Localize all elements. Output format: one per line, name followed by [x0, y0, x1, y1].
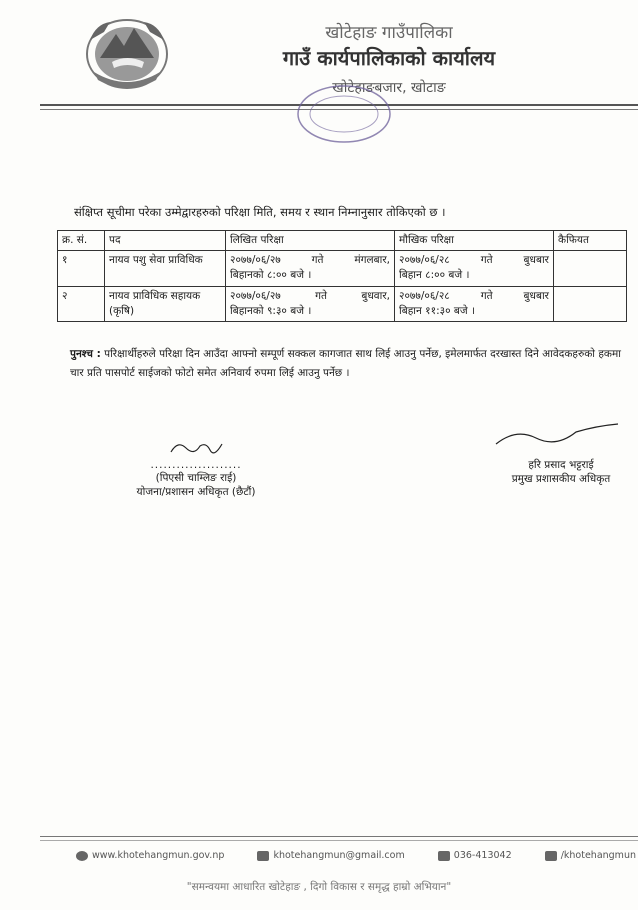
- written-time: बिहानको ९:३० बजे ।: [230, 304, 312, 317]
- signature-right: [486, 418, 636, 486]
- slogan: "समन्वयमा आधारित खोटेहाङ , दिगो विकास र समृद्ध हाम्रो अभियान": [186, 881, 452, 893]
- notice-text: संक्षिप्त सूचीमा परेका उम्मेद्वारहरुको परिक्षा मिति, समय र स्थान निम्नानुसार तोकिएको छ ।: [74, 205, 446, 219]
- header-written-exam: लिखित परिक्षा: [226, 231, 395, 251]
- oral-date: २०७७/०६/२८: [399, 289, 450, 302]
- signatory-title: योजना/प्रशासन अधिकृत (छैटौं): [136, 486, 256, 498]
- cell-post: नायव पशु सेवा प्राविधिक: [105, 251, 226, 286]
- table-row: [58, 251, 627, 286]
- postscript-text: परिक्षार्थीहरुले परिक्षा दिन आउँदा आफ्नो सम्पूर्ण सक्कल कागजात साथ लिई आउनु पर्नेछ, इमेलमार्फत दरखास्त दिने आवेदकहरुको हकमा चार प्रति पासपोर्ट साईजको फोटो समेत अनिवार्य रुपमा लिई आउनु पर्नेछ ।: [70, 348, 621, 379]
- cell-sn: २: [58, 286, 105, 321]
- footer-divider: [40, 836, 638, 837]
- header-remarks: कैफियत: [554, 231, 627, 251]
- footer: [76, 850, 636, 861]
- signatory-name: (पिएसी चाम्लिङ राई): [155, 472, 237, 484]
- header-office: गाउँ कार्यपालिकाको कार्यालय: [282, 46, 496, 70]
- cell-oral: [395, 251, 554, 286]
- signature-scribble-icon: [486, 420, 626, 450]
- written-day: बुधवार,: [361, 289, 390, 302]
- exam-schedule-table: [57, 230, 627, 322]
- written-gate: गते: [315, 289, 327, 302]
- oral-gate: गते: [480, 289, 493, 302]
- written-date: २०७७/०६/२७: [230, 254, 281, 267]
- envelope-icon: [257, 851, 269, 861]
- table-header-row: [58, 231, 627, 251]
- header-sn: क्र. सं.: [58, 231, 105, 251]
- header-post: पद: [105, 231, 226, 251]
- header-address: खोटेहाङबजार, खोटाङ: [332, 80, 446, 96]
- oral-time: बिहान ११:३० बजे ।: [399, 304, 475, 317]
- oral-time: बिहान ८:०० बजे ।: [399, 269, 470, 282]
- header-oral-exam: मौखिक परिक्षा: [395, 231, 554, 251]
- postscript-note: [70, 345, 626, 383]
- cell-oral: [395, 286, 554, 321]
- globe-icon: [76, 851, 88, 861]
- phone-icon: [438, 851, 450, 861]
- cell-post: नायव प्राविधिक सहायक (कृषि): [105, 286, 226, 321]
- written-gate: गते: [311, 254, 324, 267]
- signature-left: [96, 438, 296, 499]
- signatory-name: हरि प्रसाद भट्टराई: [528, 459, 594, 471]
- footer-phone: 036-413042: [453, 850, 512, 861]
- signature-scribble-icon: [166, 438, 226, 456]
- footer-divider-thin: [40, 840, 638, 841]
- oral-date: २०७७/०६/२८: [399, 254, 450, 267]
- written-time: बिहानको ८:०० बजे ।: [230, 269, 312, 282]
- table-row: [58, 286, 627, 321]
- signature-dots: .....................: [150, 459, 242, 471]
- footer-website: www.khotehangmun.gov.np: [92, 850, 225, 861]
- postscript-label: पुनश्च :: [70, 348, 101, 360]
- facebook-icon: [545, 851, 557, 861]
- cell-remarks: [554, 286, 627, 321]
- footer-facebook: /khotehangmun: [560, 850, 636, 861]
- written-date: २०७७/०६/२७: [230, 289, 281, 302]
- oral-gate: गते: [480, 254, 493, 267]
- oral-day: बुधबार: [523, 289, 549, 302]
- cell-remarks: [554, 251, 627, 286]
- cell-sn: १: [58, 251, 105, 286]
- written-day: मंगलबार,: [354, 254, 390, 267]
- signatory-title: प्रमुख प्रशासकीय अधिकृत: [511, 473, 611, 485]
- oral-day: बुधबार: [523, 254, 549, 267]
- office-stamp-icon: [292, 78, 396, 150]
- header-municipality: खोटेहाङ गाउँपालिका: [325, 23, 453, 43]
- footer-email: khotehangmun@gmail.com: [273, 850, 405, 861]
- cell-written: [226, 251, 395, 286]
- cell-written: [226, 286, 395, 321]
